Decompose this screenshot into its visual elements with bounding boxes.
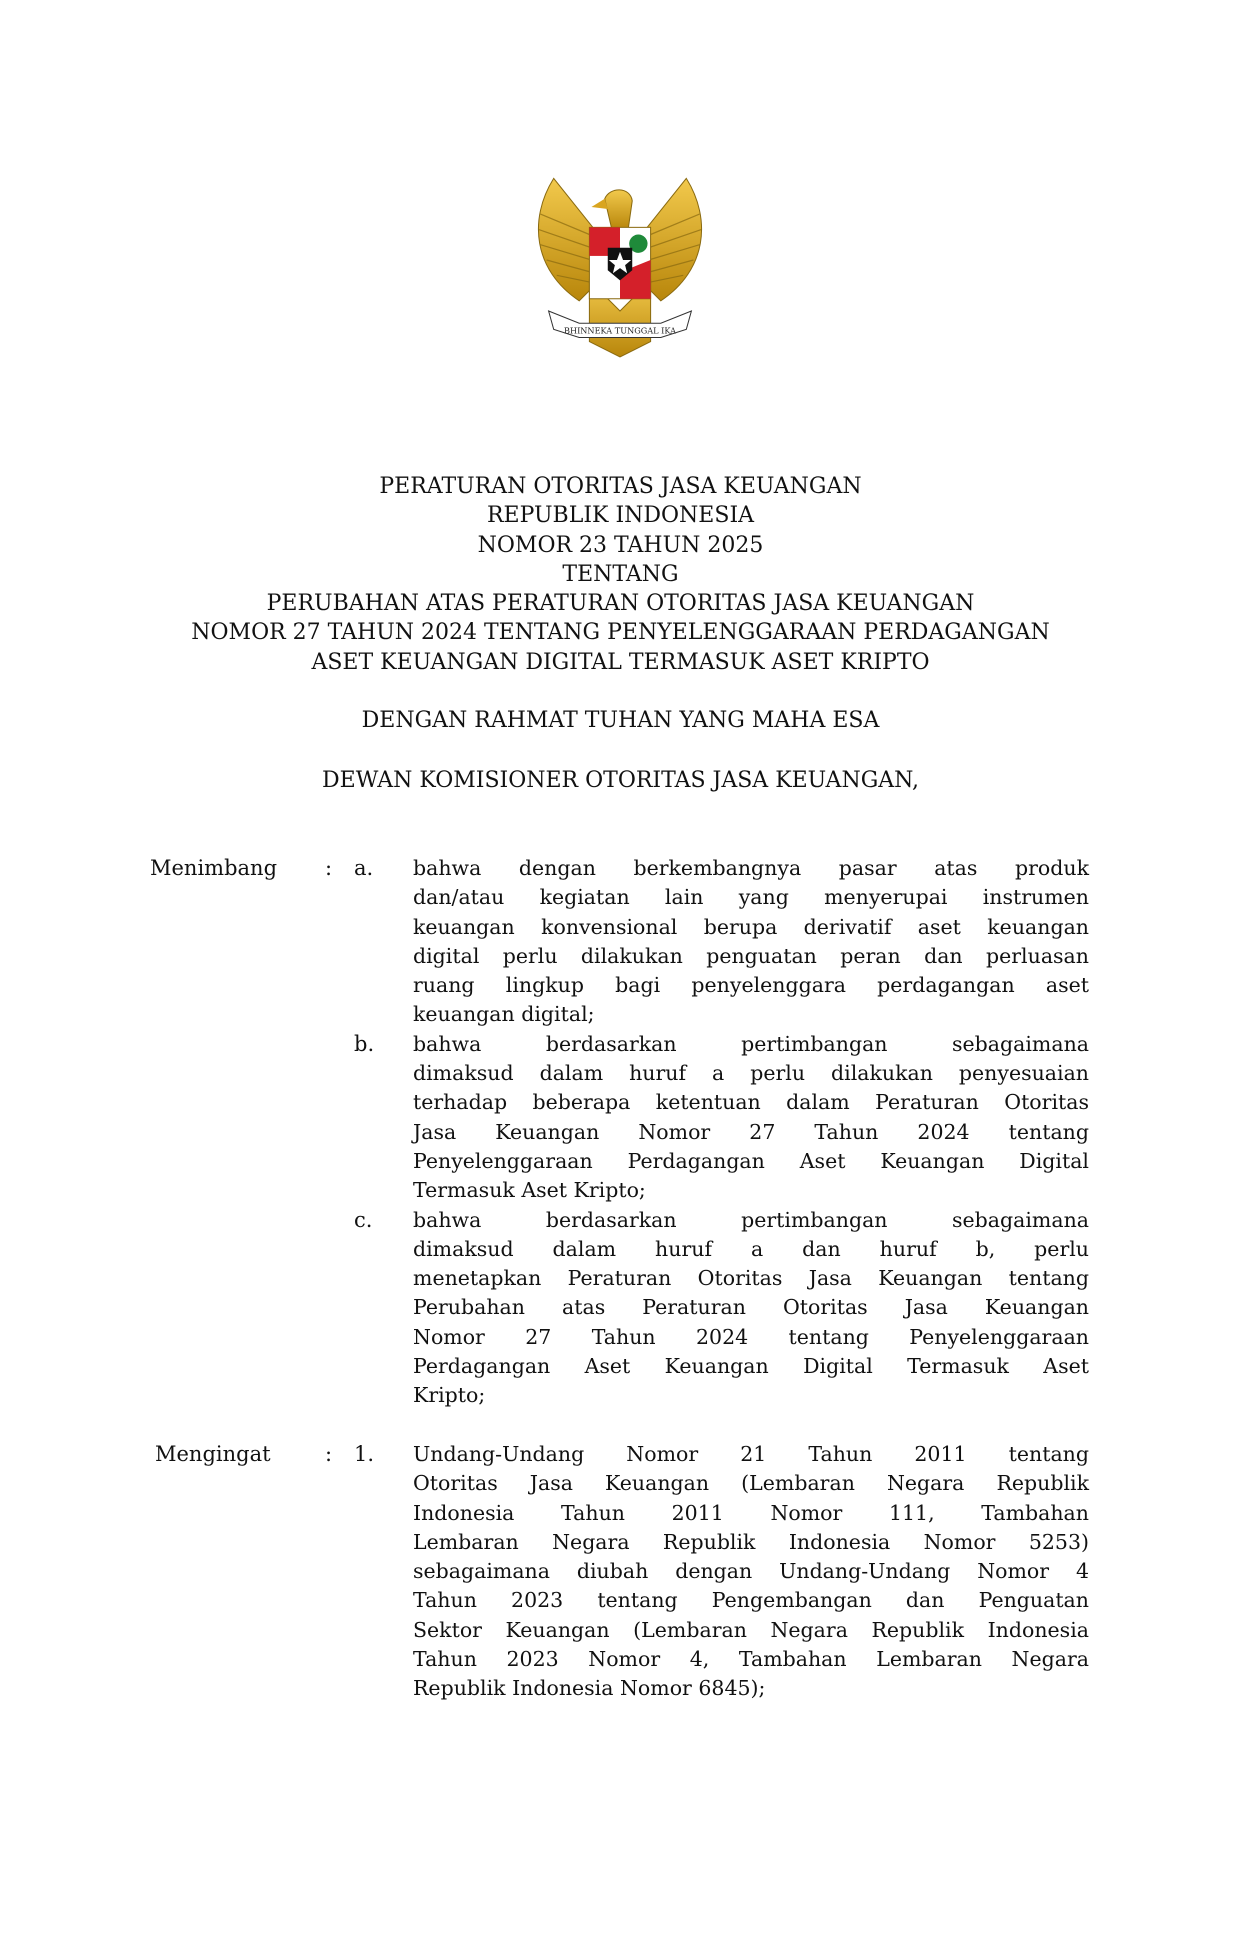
title-line: PERUBAHAN ATAS PERATURAN OTORITAS JASA KEUANGAN <box>266 591 975 617</box>
text-line: Tahun 2023 tentang Pengembangan dan Penguatan <box>413 1588 1089 1613</box>
text-line: dimaksud dalam huruf a dan huruf b, perlu <box>413 1236 1089 1261</box>
section-label: Mengingat <box>155 1442 271 1466</box>
section-colon: : <box>325 856 333 880</box>
invocation: DENGAN RAHMAT TUHAN YANG MAHA ESA <box>361 708 880 733</box>
text-line: Undang-Undang Nomor 21 Tahun 2011 tentang <box>413 1442 1089 1466</box>
text-line: menetapkan Peraturan Otoritas Jasa Keuangan tentang <box>413 1266 1089 1291</box>
text-line: Sektor Keuangan (Lembaran Negara Republik Indonesia <box>413 1617 1089 1642</box>
section-label: Menimbang <box>150 856 278 880</box>
text-line: digital perlu dilakukan penguatan peran dan perluasan <box>413 943 1089 968</box>
item-marker: b. <box>354 1031 375 1056</box>
title-line: PERATURAN OTORITAS JASA KEUANGAN <box>379 474 862 499</box>
text-line: Penyelenggaraan Perdagangan Aset Keuangan Digital <box>413 1148 1089 1173</box>
text-line: Lembaran Negara Republik Indonesia Nomor 5253) <box>413 1529 1089 1554</box>
text-line: keuangan digital; <box>413 1002 595 1027</box>
text-line: Otoritas Jasa Keuangan (Lembaran Negara Republik <box>413 1471 1089 1496</box>
item-text <box>413 854 1089 1030</box>
text-line: bahwa berdasarkan pertimbangan sebagaimana <box>413 1031 1089 1056</box>
item-text <box>413 1030 1089 1206</box>
issuer: DEWAN KOMISIONER OTORITAS JASA KEUANGAN, <box>322 768 919 793</box>
text-line: bahwa berdasarkan pertimbangan sebagaimana <box>413 1207 1089 1232</box>
title-line: ASET KEUANGAN DIGITAL TERMASUK ASET KRIPTO <box>311 649 930 675</box>
text-line: Indonesia Tahun 2011 Nomor 111, Tambahan <box>413 1500 1089 1525</box>
text-line: ruang lingkup bagi penyelenggara perdagangan aset <box>413 973 1089 998</box>
text-line: Republik Indonesia Nomor 6845); <box>413 1676 766 1701</box>
text-line: Kripto; <box>413 1383 486 1408</box>
title-line: TENTANG <box>562 561 679 587</box>
text-line: Jasa Keuangan Nomor 27 Tahun 2024 tentang <box>413 1119 1089 1144</box>
text-line: dan/atau kegiatan lain yang menyerupai instrumen <box>413 885 1089 910</box>
text-line: dimaksud dalam huruf a perlu dilakukan penyesuaian <box>413 1061 1089 1086</box>
text-line: sebagaimana diubah dengan Undang-Undang Nomor 4 <box>413 1559 1089 1584</box>
text-line: terhadap beberapa ketentuan dalam Peraturan Otoritas <box>413 1090 1089 1115</box>
text-line: Perubahan atas Peraturan Otoritas Jasa Keuangan <box>413 1295 1089 1320</box>
garuda-pancasila-emblem <box>518 158 722 362</box>
title-line: REPUBLIK INDONESIA <box>486 503 755 529</box>
item-marker: 1. <box>354 1442 375 1466</box>
text-line: bahwa dengan berkembangnya pasar atas produk <box>413 856 1089 880</box>
regulation-title <box>0 472 1241 677</box>
item-marker: c. <box>354 1207 373 1232</box>
text-line: Tahun 2023 Nomor 4, Tambahan Lembaran Negara <box>413 1647 1089 1672</box>
text-line: keuangan konvensional berupa derivatif aset keuangan <box>413 914 1089 939</box>
section-colon: : <box>325 1442 333 1466</box>
title-line: NOMOR 23 TAHUN 2025 <box>477 532 764 558</box>
text-line: Nomor 27 Tahun 2024 tentang Penyelenggaraan <box>413 1324 1089 1349</box>
text-line: Termasuk Aset Kripto; <box>413 1178 646 1203</box>
item-text <box>413 1440 1089 1704</box>
item-marker: a. <box>354 856 374 880</box>
title-line: NOMOR 27 TAHUN 2024 TENTANG PENYELENGGARAAN PERDAGANGAN <box>191 620 1050 646</box>
item-text <box>413 1206 1089 1411</box>
svg-text:BHINNEKA TUNGGAL IKA: BHINNEKA TUNGGAL IKA <box>563 325 677 336</box>
text-line: Perdagangan Aset Keuangan Digital Termasuk Aset <box>413 1354 1089 1379</box>
